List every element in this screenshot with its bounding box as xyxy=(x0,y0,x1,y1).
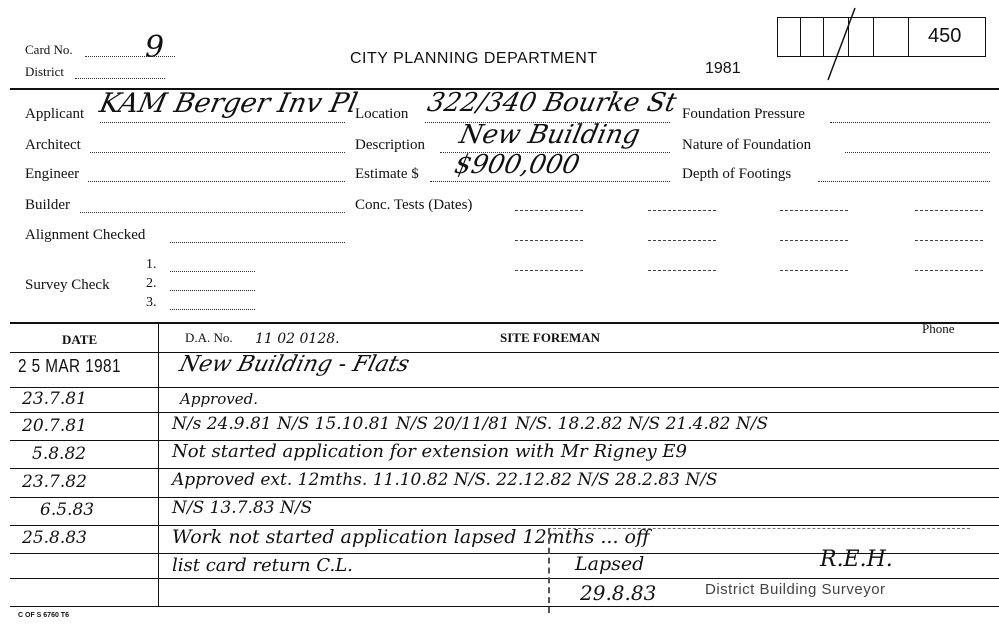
phone-header: Phone xyxy=(922,321,955,336)
description-label: Description xyxy=(355,137,425,153)
table-row-date: 2 5 MAR 1981 xyxy=(18,356,121,376)
nature-foundation-label: Nature of Foundation xyxy=(682,137,812,153)
site-foreman-header: SITE FOREMAN xyxy=(500,330,601,345)
table-row-date: 25.8.83 xyxy=(22,528,87,548)
stamp-lapsed: Lapsed xyxy=(575,553,645,575)
foundation-pressure-label: Foundation Pressure xyxy=(682,106,805,122)
conc-tests-label: Conc. Tests (Dates) xyxy=(355,197,473,213)
table-row-date: 23.7.82 xyxy=(22,472,87,492)
alignment-label: Alignment Checked xyxy=(25,227,146,243)
table-row-entry: N/S 13.7.83 N/S xyxy=(172,498,313,518)
survey-label: Survey Check xyxy=(25,277,110,293)
location-label: Location xyxy=(355,106,409,122)
table-row-date: 20.7.81 xyxy=(22,416,87,436)
da-no-value: 11 02 0128. xyxy=(255,331,340,347)
depth-footings-label: Depth of Footings xyxy=(682,166,792,182)
district-label: District xyxy=(25,64,64,79)
applicant-value: KAM Berger Inv Pl xyxy=(96,88,361,119)
architect-label: Architect xyxy=(25,137,81,153)
table-row-entry: New Building - Flats xyxy=(176,352,412,377)
card-no-label: Card No. xyxy=(25,42,73,57)
date-header: DATE xyxy=(62,332,98,347)
stamp-initials: R.E.H. xyxy=(820,547,893,572)
table-row-date: 23.7.81 xyxy=(22,389,87,409)
table-row-entry: Work not started application lapsed 12mths ... off xyxy=(172,526,650,548)
survey-number-2: 2. xyxy=(146,276,157,291)
table-row-entry: N/s 24.9.81 N/S 15.10.81 N/S 20/11/81 N/S. 18.2.82 N/S 21.4.82 N/S xyxy=(172,414,769,434)
survey-number-3: 3. xyxy=(146,295,157,310)
description-value: New Building xyxy=(456,120,643,150)
table-row-date: 6.5.83 xyxy=(40,500,95,520)
table-row-entry: list card return C.L. xyxy=(172,555,353,576)
district-stamp xyxy=(548,528,970,613)
card-number: 450 xyxy=(928,25,962,47)
table-row-entry: Approved. xyxy=(180,390,258,408)
builder-label: Builder xyxy=(25,197,70,213)
table-row-entry: Not started application for extension with Mr Rigney E9 xyxy=(172,441,688,462)
applicant-label: Applicant xyxy=(25,106,85,122)
engineer-label: Engineer xyxy=(25,166,80,182)
year-label: 1981 xyxy=(705,60,741,77)
estimate-value: $900,000 xyxy=(451,150,583,180)
table-row-entry: Approved ext. 12mths. 11.10.82 N/S. 22.12.82 N/S 28.2.83 N/S xyxy=(172,470,718,490)
stamp-date: 29.8.83 xyxy=(580,581,657,605)
survey-number-1: 1. xyxy=(146,257,157,272)
da-no-label: D.A. No. xyxy=(185,330,233,345)
form-code: C OF S 6760 T6 xyxy=(18,612,69,619)
card-no-value: 9 xyxy=(145,30,165,65)
location-value: 322/340 Bourke St xyxy=(424,88,680,118)
estimate-label: Estimate $ xyxy=(355,166,419,182)
page-title: CITY PLANNING DEPARTMENT xyxy=(350,50,598,67)
card-number-box xyxy=(777,17,986,57)
stamp-text: District Building Surveyor xyxy=(705,581,886,598)
slash-mark xyxy=(810,0,870,85)
table-row-date: 5.8.82 xyxy=(32,444,87,464)
